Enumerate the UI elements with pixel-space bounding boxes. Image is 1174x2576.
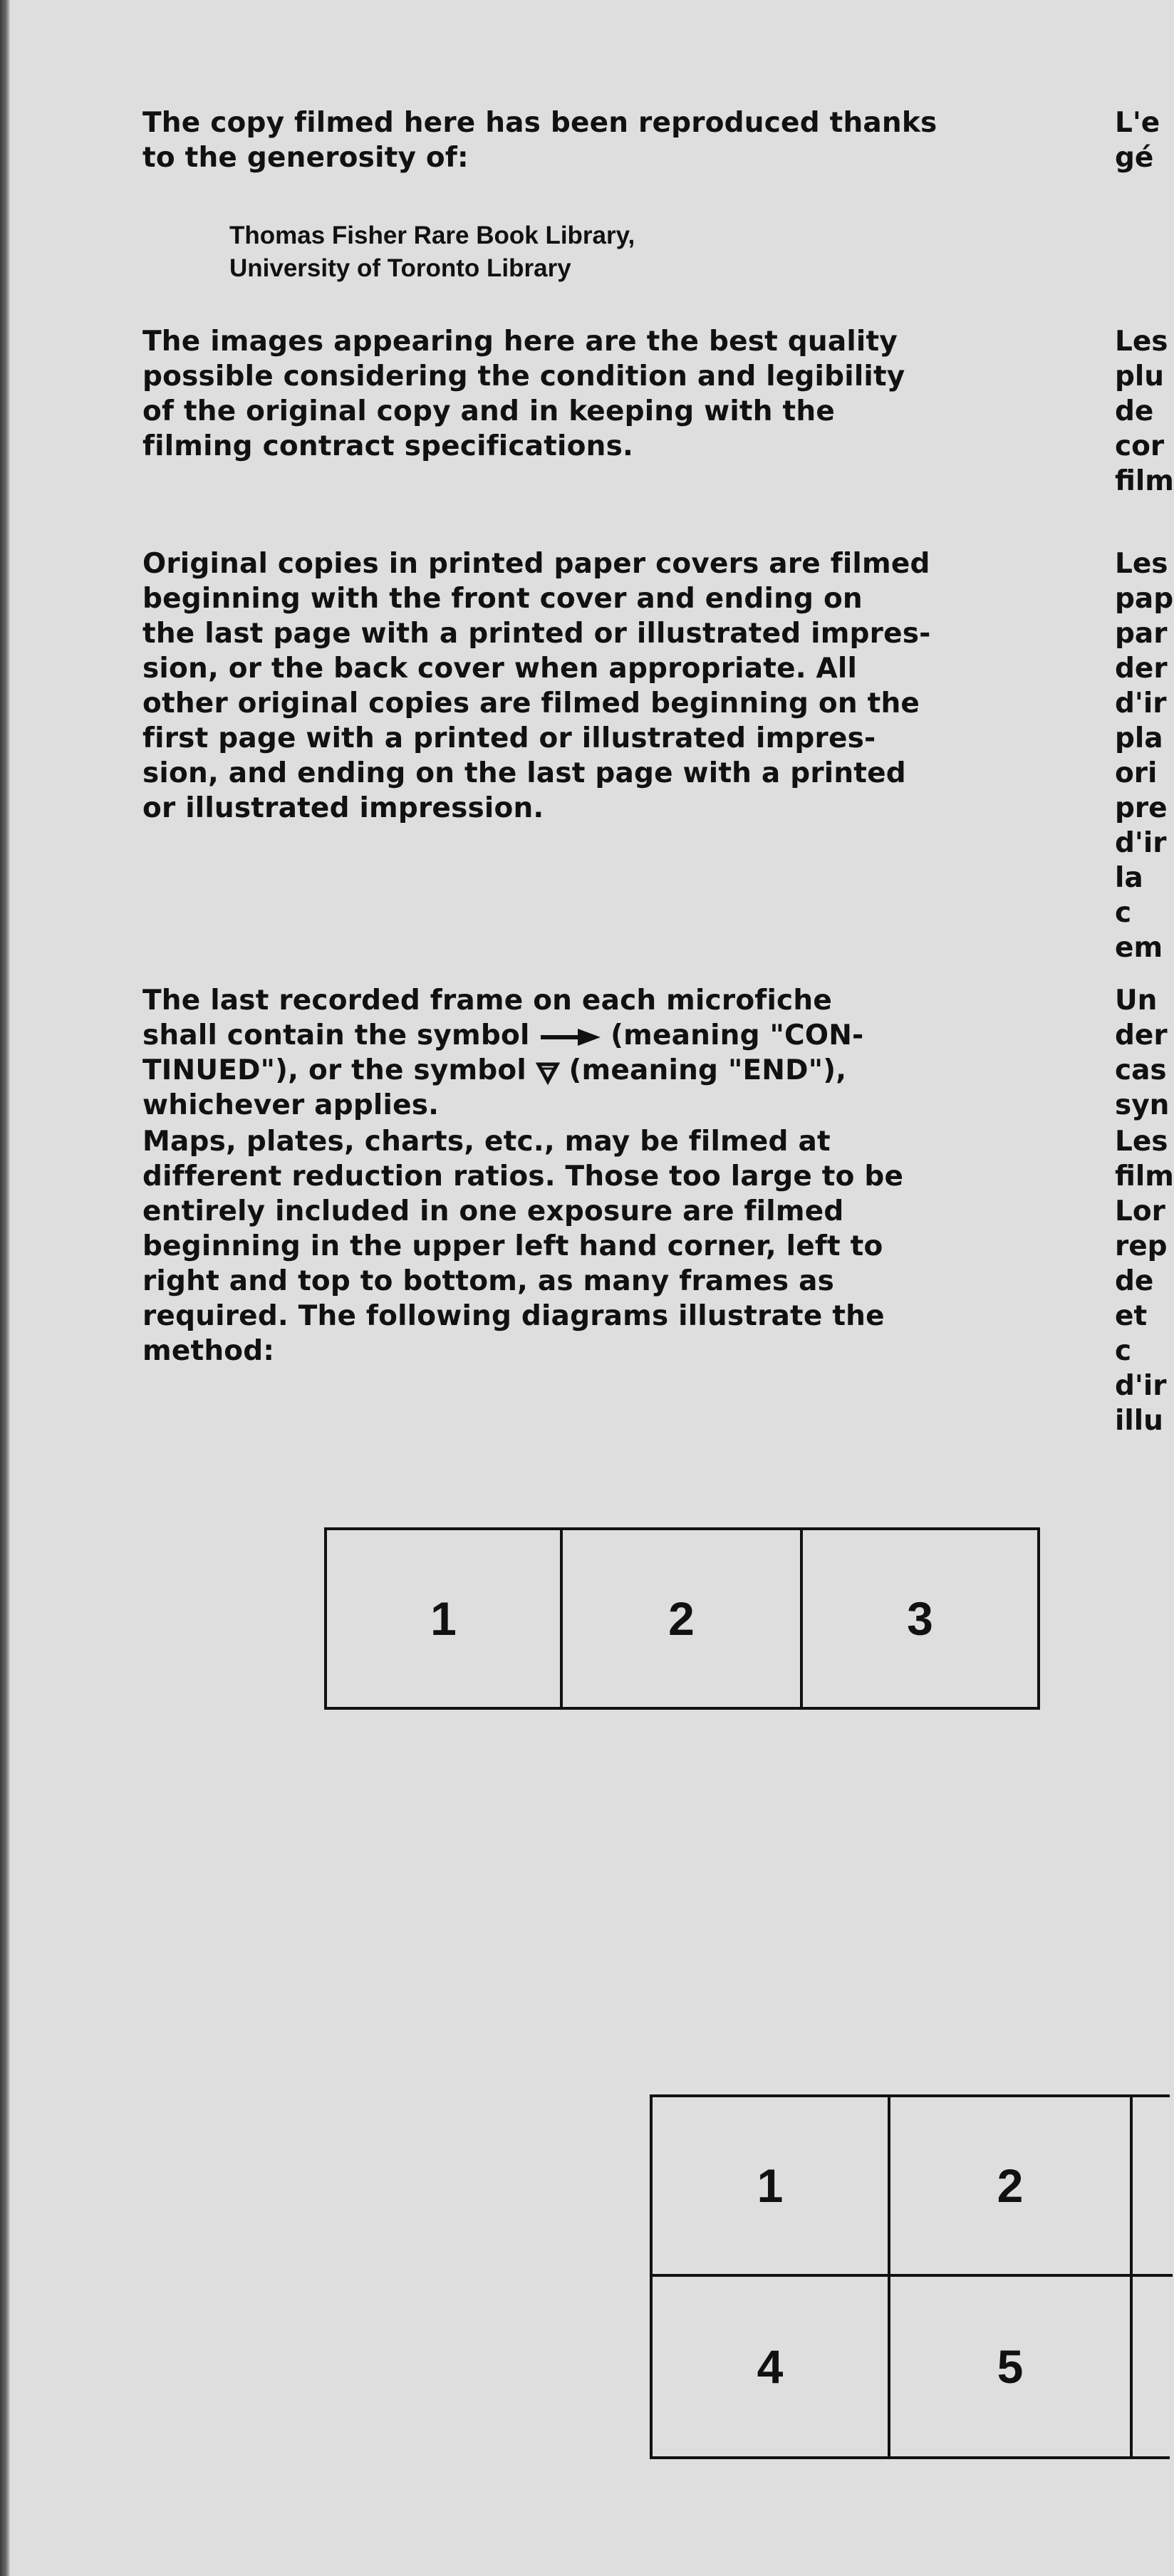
library-name: Thomas Fisher Rare Book Library, University of Toronto Library — [229, 222, 635, 282]
frame-paragraph — [142, 983, 947, 1123]
frame-cell: 2 — [997, 2159, 1024, 2212]
arrow-right-icon — [539, 1027, 601, 1048]
frame-cell: 1 — [757, 2159, 784, 2212]
frame-line-3-b: (meaning "END"), — [559, 1054, 847, 1086]
frame-cell: 1 — [430, 1592, 457, 1645]
frame-grid-diagram — [650, 2094, 1170, 2459]
frame-cell: 3 — [907, 1592, 933, 1645]
right-col-p5: Les film Lor rep de et c d'ir illu — [1115, 1126, 1174, 1437]
right-col-p4: Un der cas syn — [1115, 985, 1170, 1121]
frame-line-2 — [142, 1018, 947, 1053]
right-col-p3: Les pap par der d'ir pla ori pre d'ir la c em — [1115, 548, 1174, 964]
frame-line-3-a: TINUED"), or the symbol — [142, 1054, 536, 1086]
grid-divider — [1130, 2097, 1133, 2459]
frame-line-2-b: (meaning "CON- — [601, 1019, 864, 1051]
quality-paragraph: The images appearing here are the best quality possible considering the condition and legibility of the original copy and in keeping with the filming contract specifications. — [142, 326, 905, 462]
frame-cell: 5 — [997, 2340, 1024, 2393]
covers-paragraph: Original copies in printed paper covers are filmed beginning with the front cover and ending on the last page with a printed or illustrated impres- sion, or the back cover when appropriate. All other original copies are filmed beginning on the first page with a printed or illustrated impres- sion, and ending on the last page with a printed or illustrated impression. — [142, 548, 931, 824]
triangle-down-icon — [536, 1061, 559, 1084]
intro-paragraph: The copy filmed here has been reproduced thanks to the generosity of: — [142, 107, 937, 174]
frame-line-4: whichever applies. — [142, 1089, 440, 1121]
frame-row-diagram — [324, 1527, 1040, 1710]
right-col-p2: Les plu de cor film — [1115, 326, 1174, 497]
frame-cell: 4 — [757, 2340, 784, 2393]
page-edge-shadow — [0, 0, 10, 2576]
right-col-p1: L'e gé — [1115, 107, 1160, 174]
frame-cell: 2 — [668, 1592, 695, 1645]
frame-line-1: The last recorded frame on each microfiche — [142, 985, 832, 1017]
frame-line-3 — [142, 1053, 947, 1088]
frame-line-2-a: shall contain the symbol — [142, 1019, 540, 1051]
maps-paragraph: Maps, plates, charts, etc., may be filmed at different reduction ratios. Those too large to be entirely included in one exposure are filmed beginning in the upper left hand corner, left to right and top to bottom, as many frames as required. The following diagrams illustrate the method: — [142, 1126, 904, 1367]
